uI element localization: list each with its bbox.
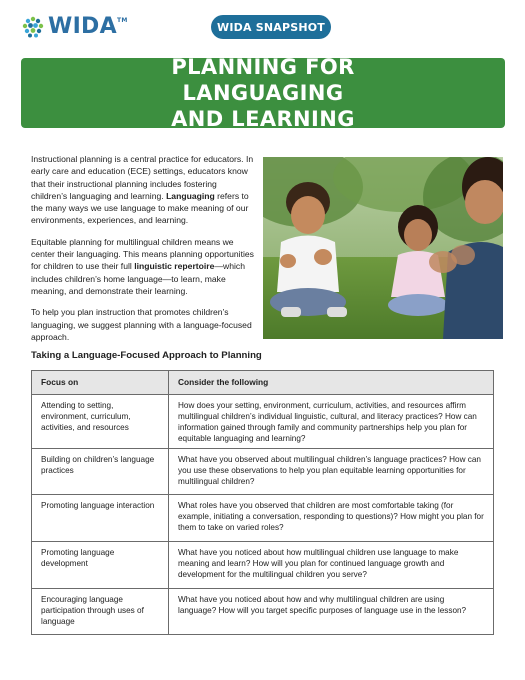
wida-logo — [22, 14, 128, 39]
intro-paragraph-1: Instructional planning is a central practice for educators. In early care and education (ECE) settings, educators know that their instructional planning includes fostering children’s languaging and learning. Languaging refers to the many ways we use language to make meaning of our environments, experiences, and learning. — [31, 154, 254, 226]
table-row — [32, 589, 494, 635]
snapshot-tag: WIDA SNAPSHOT — [211, 15, 331, 39]
focus-cell: Promoting language development — [32, 542, 169, 589]
wida-globe-icon — [22, 16, 44, 38]
consider-cell: What roles have you observed that children are most comfortable taking (for example, initiating a conversation, responding to questions)? How might you plan for them to take on varied roles? — [169, 495, 494, 542]
focus-cell: Encouraging language participation through uses of language — [32, 589, 169, 635]
logo-text: WIDA™ — [48, 14, 128, 39]
table-title: Taking a Language-Focused Approach to Planning — [31, 350, 262, 361]
intro-paragraph-2: Equitable planning for multilingual children means we center their languaging. This means planning opportunities for children to use their full linguistic repertoire—which includes children’s home language—to learn, make meaning, and demonstrate their learning. — [31, 236, 254, 296]
column-header-consider: Consider the following — [169, 371, 494, 395]
consider-cell: How does your setting, environment, curriculum, activities, and resources affirm multilingual children’s individual linguistic, cultural, and literacy practices? How can information gained through family and community partnerships help you plan for equitable languaging and learning? — [169, 395, 494, 449]
consider-cell: What have you observed about multilingual children’s language practices? How can you use these observations to help you plan equitable learning opportunities for multilingual children? — [169, 449, 494, 495]
column-header-focus: Focus on — [32, 371, 169, 395]
table-row — [32, 495, 494, 542]
table-row — [32, 542, 494, 589]
consider-cell: What have you noticed about how and why multilingual children are using language? How will you target specific purposes of language use in the lesson? — [169, 589, 494, 635]
title-banner — [21, 55, 505, 131]
table-row — [32, 395, 494, 449]
focus-cell: Building on children’s language practices — [32, 449, 169, 495]
consider-cell: What have you noticed about how multilingual children use language to make meaning and learn? How will you plan for continued language growth and development for the multilingual children you serve? — [169, 542, 494, 589]
table-row — [32, 449, 494, 495]
intro-paragraph-3: To help you plan instruction that promotes children’s languaging, we suggest planning with a language-focused approach. — [31, 307, 252, 342]
children-playing-photo — [263, 157, 503, 339]
focus-cell: Attending to setting, environment, curriculum, activities, and resources — [32, 395, 169, 449]
intro-text — [31, 153, 255, 352]
planning-table — [31, 370, 494, 635]
focus-cell: Promoting language interaction — [32, 495, 169, 542]
page-title: PLANNING FOR LANGUAGING AND LEARNING — [171, 55, 355, 131]
table-header-row — [32, 371, 494, 395]
